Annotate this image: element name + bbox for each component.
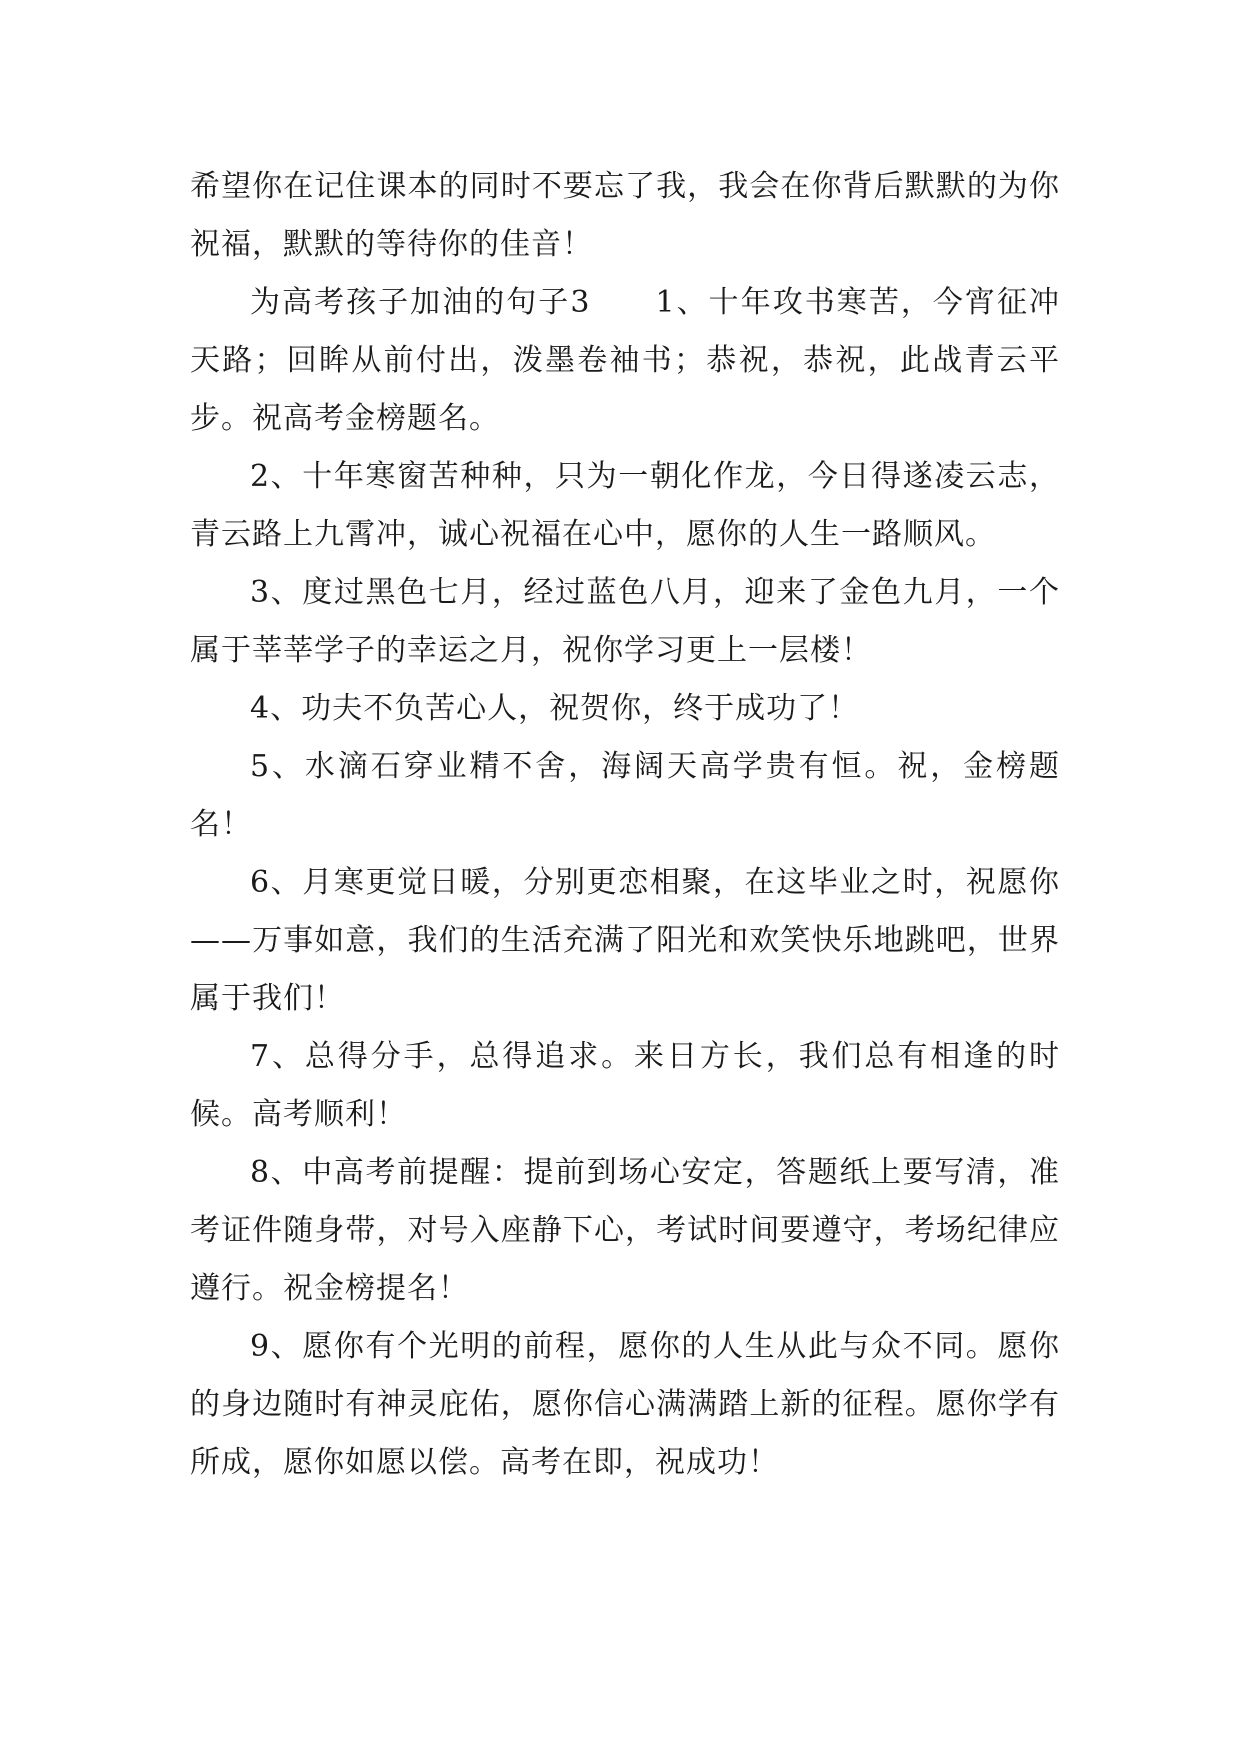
paragraph-item-6: 6、月寒更觉日暖，分别更恋相聚，在这毕业之时，祝愿你——万事如意，我们的生活充满了阳光和欢笑快乐地跳吧，世界属于我们！ <box>190 865 1060 1016</box>
paragraph-item-3: 3、度过黑色七月，经过蓝色八月，迎来了金色九月，一个属于莘莘学子的幸运之月，祝你学习更上一层楼！ <box>190 575 1060 668</box>
paragraph-item-9: 9、愿你有个光明的前程，愿你的人生从此与众不同。愿你的身边随时有神灵庇佑，愿你信心满满踏上新的征程。愿你学有所成，愿你如愿以偿。高考在即，祝成功！ <box>190 1329 1060 1480</box>
paragraph-item-5: 5、水滴石穿业精不舍，海阔天高学贵有恒。祝，金榜题名！ <box>190 749 1060 842</box>
paragraph-item-4: 4、功夫不负苦心人，祝贺你，终于成功了！ <box>250 691 860 726</box>
paragraph-item-8: 8、中高考前提醒：提前到场心安定，答题纸上要写清，准考证件随身带，对号入座静下心，考试时间要遵守，考场纪律应遵行。祝金榜提名！ <box>190 1155 1060 1306</box>
document-body <box>190 158 1060 1492</box>
paragraph-item-7: 7、总得分手，总得追求。来日方长，我们总有相逢的时候。高考顺利！ <box>190 1039 1060 1132</box>
paragraph-continuation: 希望你在记住课本的同时不要忘了我，我会在你背后默默的为你祝福，默默的等待你的佳音！ <box>190 169 1060 262</box>
paragraph-section-heading: 为高考孩子加油的句子3 1、十年攻书寒苦，今宵征冲天路；回眸从前付出，泼墨卷袖书；恭祝，恭祝，此战青云平步。祝高考金榜题名。 <box>190 285 1060 436</box>
paragraph-item-2: 2、十年寒窗苦种种，只为一朝化作龙，今日得遂凌云志，青云路上九霄冲，诚心祝福在心中，愿你的人生一路顺风。 <box>190 459 1060 552</box>
